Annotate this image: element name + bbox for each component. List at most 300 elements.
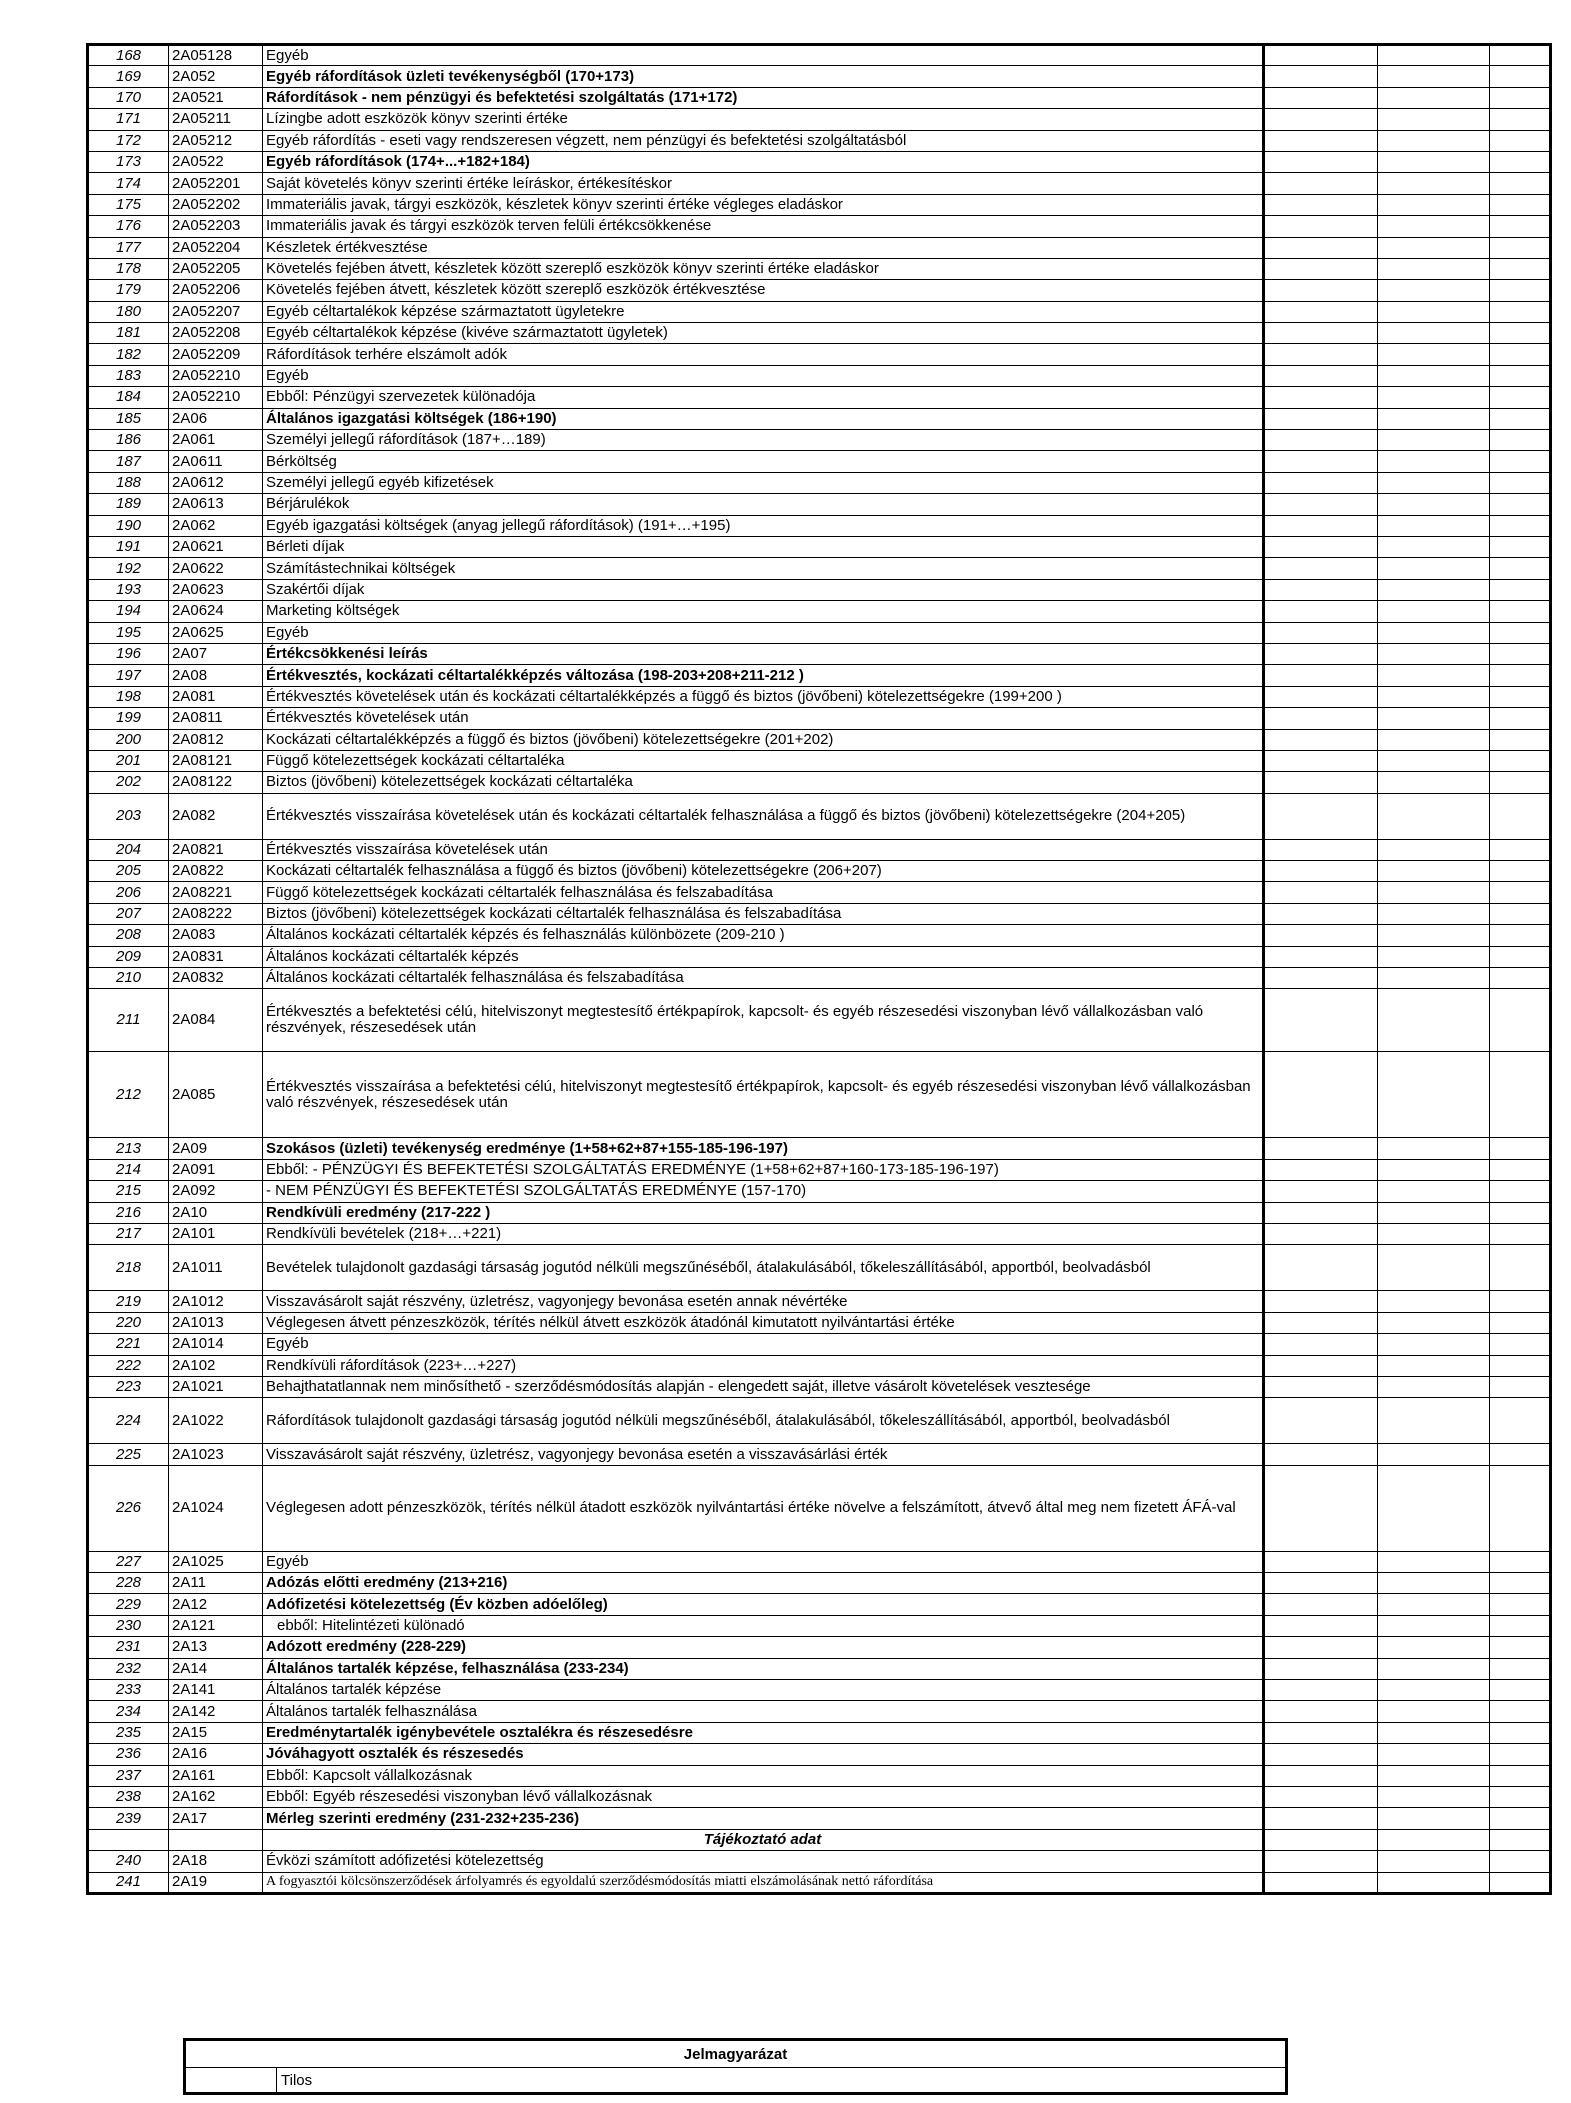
row-description: Egyéb bbox=[263, 1551, 1264, 1572]
value-cell bbox=[1490, 1334, 1551, 1355]
row-number: 172 bbox=[88, 130, 169, 151]
value-cell bbox=[1490, 1355, 1551, 1376]
table-row bbox=[88, 968, 1551, 989]
row-number: 209 bbox=[88, 946, 169, 967]
legend-title: Jelmagyarázat bbox=[185, 2040, 1287, 2068]
row-code: 2A07 bbox=[169, 643, 263, 664]
row-code: 2A18 bbox=[169, 1851, 263, 1872]
value-cell bbox=[1490, 1872, 1551, 1893]
value-cell bbox=[1490, 1744, 1551, 1765]
value-cell bbox=[1378, 280, 1490, 301]
table-row bbox=[88, 323, 1551, 344]
row-description: Ráfordítások tulajdonolt gazdasági társaság jogutód nélküli megszűnéséből, átalakulásából, tőkeleszállításából, apportból, beolvadásból bbox=[263, 1398, 1264, 1444]
value-cell bbox=[1378, 1808, 1490, 1829]
value-cell bbox=[1264, 194, 1378, 215]
row-number: 211 bbox=[88, 989, 169, 1052]
value-cell bbox=[1378, 903, 1490, 924]
value-cell bbox=[1490, 946, 1551, 967]
row-code: 2A052205 bbox=[169, 258, 263, 279]
row-number: 182 bbox=[88, 344, 169, 365]
row-number: 220 bbox=[88, 1312, 169, 1333]
value-cell bbox=[1264, 1872, 1378, 1893]
table-row bbox=[88, 1594, 1551, 1615]
row-code: 2A1021 bbox=[169, 1376, 263, 1397]
row-code: 2A0822 bbox=[169, 861, 263, 882]
row-number: 198 bbox=[88, 686, 169, 707]
row-description: Biztos (jövőbeni) kötelezettségek kockázati céltartaléka bbox=[263, 772, 1264, 793]
value-cell bbox=[1378, 301, 1490, 322]
row-description: Értékvesztés visszaírása követelések után és kockázati céltartalék felhasználása a függő és biztos (jövőbeni) kötelezettségekre (204+205) bbox=[263, 793, 1264, 839]
row-code: 2A11 bbox=[169, 1573, 263, 1594]
value-cell bbox=[1378, 946, 1490, 967]
row-description: Ráfordítások - nem pénzügyi és befektetési szolgáltatás (171+172) bbox=[263, 87, 1264, 108]
value-cell bbox=[1490, 1787, 1551, 1808]
value-cell bbox=[1490, 1398, 1551, 1444]
row-description: Rendkívüli ráfordítások (223+…+227) bbox=[263, 1355, 1264, 1376]
value-cell bbox=[1378, 750, 1490, 771]
value-cell bbox=[1264, 237, 1378, 258]
table-row bbox=[88, 472, 1551, 493]
report-table bbox=[86, 43, 1552, 1895]
section-header-row bbox=[88, 1829, 1551, 1850]
value-cell bbox=[1490, 408, 1551, 429]
value-cell bbox=[1490, 130, 1551, 151]
row-number: 184 bbox=[88, 387, 169, 408]
value-cell bbox=[1490, 925, 1551, 946]
row-description: Lízingbe adott eszközök könyv szerinti értéke bbox=[263, 109, 1264, 130]
value-cell bbox=[1378, 1202, 1490, 1223]
value-cell bbox=[1490, 216, 1551, 237]
row-number: 173 bbox=[88, 151, 169, 172]
table-row bbox=[88, 216, 1551, 237]
value-cell bbox=[1490, 1052, 1551, 1138]
value-cell bbox=[1490, 173, 1551, 194]
row-number: 188 bbox=[88, 472, 169, 493]
value-cell bbox=[1264, 1829, 1378, 1850]
value-cell bbox=[1264, 601, 1378, 622]
value-cell bbox=[1490, 1202, 1551, 1223]
value-cell bbox=[1378, 1851, 1490, 1872]
value-cell bbox=[1378, 194, 1490, 215]
table-row bbox=[88, 408, 1551, 429]
row-code: 2A062 bbox=[169, 515, 263, 536]
value-cell bbox=[1490, 622, 1551, 643]
row-number: 189 bbox=[88, 494, 169, 515]
row-description: Általános tartalék felhasználása bbox=[263, 1701, 1264, 1722]
value-cell bbox=[1378, 1551, 1490, 1572]
value-cell bbox=[1378, 1765, 1490, 1786]
value-cell bbox=[1264, 216, 1378, 237]
table-row bbox=[88, 1376, 1551, 1397]
value-cell bbox=[1264, 1223, 1378, 1244]
row-code: 2A1023 bbox=[169, 1444, 263, 1465]
row-code: 2A052202 bbox=[169, 194, 263, 215]
row-number: 180 bbox=[88, 301, 169, 322]
row-code: 2A1013 bbox=[169, 1312, 263, 1333]
table-row bbox=[88, 87, 1551, 108]
value-cell bbox=[1378, 665, 1490, 686]
row-number: 233 bbox=[88, 1680, 169, 1701]
value-cell bbox=[1490, 515, 1551, 536]
value-cell bbox=[1490, 280, 1551, 301]
row-description: Ebből: Kapcsolt vállalkozásnak bbox=[263, 1765, 1264, 1786]
value-cell bbox=[1264, 1787, 1378, 1808]
value-cell bbox=[1264, 430, 1378, 451]
table-row bbox=[88, 430, 1551, 451]
value-cell bbox=[1378, 1398, 1490, 1444]
row-description: Egyéb ráfordítások üzleti tevékenységből (170+173) bbox=[263, 66, 1264, 87]
value-cell bbox=[1378, 408, 1490, 429]
row-description: Általános tartalék képzése bbox=[263, 1680, 1264, 1701]
row-code: 2A052207 bbox=[169, 301, 263, 322]
value-cell bbox=[1490, 1658, 1551, 1679]
row-code: 2A08 bbox=[169, 665, 263, 686]
row-number: 212 bbox=[88, 1052, 169, 1138]
value-cell bbox=[1490, 1573, 1551, 1594]
row-number: 187 bbox=[88, 451, 169, 472]
value-cell bbox=[1378, 729, 1490, 750]
row-code: 2A0832 bbox=[169, 968, 263, 989]
value-cell bbox=[1490, 1851, 1551, 1872]
value-cell bbox=[1378, 536, 1490, 557]
row-code: 2A052208 bbox=[169, 323, 263, 344]
value-cell bbox=[1490, 1312, 1551, 1333]
row-code: 2A081 bbox=[169, 686, 263, 707]
value-cell bbox=[1264, 408, 1378, 429]
row-description: Egyéb céltartalékok képzése származtatott ügyletekre bbox=[263, 301, 1264, 322]
row-description: Ebből: Egyéb részesedési viszonyban lévő vállalkozásnak bbox=[263, 1787, 1264, 1808]
value-cell bbox=[1264, 882, 1378, 903]
table-row bbox=[88, 194, 1551, 215]
row-number: 199 bbox=[88, 708, 169, 729]
row-code: 2A052209 bbox=[169, 344, 263, 365]
value-cell bbox=[1264, 451, 1378, 472]
row-number: 230 bbox=[88, 1615, 169, 1636]
table-row bbox=[88, 558, 1551, 579]
value-cell bbox=[1490, 1615, 1551, 1636]
row-number: 205 bbox=[88, 861, 169, 882]
table-row bbox=[88, 365, 1551, 386]
row-code: 2A0521 bbox=[169, 87, 263, 108]
row-code: 2A08121 bbox=[169, 750, 263, 771]
row-number: 214 bbox=[88, 1159, 169, 1180]
table-row bbox=[88, 237, 1551, 258]
row-number: 192 bbox=[88, 558, 169, 579]
value-cell bbox=[1490, 109, 1551, 130]
row-code: 2A0612 bbox=[169, 472, 263, 493]
value-cell bbox=[1490, 66, 1551, 87]
table-row bbox=[88, 1159, 1551, 1180]
row-number: 196 bbox=[88, 643, 169, 664]
value-cell bbox=[1264, 708, 1378, 729]
row-number: 177 bbox=[88, 237, 169, 258]
table-row bbox=[88, 1334, 1551, 1355]
table-row bbox=[88, 515, 1551, 536]
value-cell bbox=[1378, 151, 1490, 172]
row-description: Ebből: Pénzügyi szervezetek különadója bbox=[263, 387, 1264, 408]
table-row bbox=[88, 925, 1551, 946]
row-description: - NEM PÉNZÜGYI ÉS BEFEKTETÉSI SZOLGÁLTATÁS EREDMÉNYE (157-170) bbox=[263, 1181, 1264, 1202]
row-number: 168 bbox=[88, 45, 169, 66]
table-row bbox=[88, 1312, 1551, 1333]
value-cell bbox=[1490, 1594, 1551, 1615]
row-description: Immateriális javak, tárgyi eszközök, készletek könyv szerinti értéke végleges eladáskor bbox=[263, 194, 1264, 215]
value-cell bbox=[1490, 1223, 1551, 1244]
value-cell bbox=[1264, 1181, 1378, 1202]
value-cell bbox=[1264, 968, 1378, 989]
row-number: 179 bbox=[88, 280, 169, 301]
table-row bbox=[88, 601, 1551, 622]
table-row bbox=[88, 536, 1551, 557]
value-cell bbox=[1264, 45, 1378, 66]
row-number: 240 bbox=[88, 1851, 169, 1872]
table-row bbox=[88, 1765, 1551, 1786]
table-row bbox=[88, 109, 1551, 130]
row-code: 2A052 bbox=[169, 66, 263, 87]
row-code: 2A084 bbox=[169, 989, 263, 1052]
row-code: 2A052210 bbox=[169, 387, 263, 408]
row-description: Általános kockázati céltartalék képzés és felhasználás különbözete (209-210 ) bbox=[263, 925, 1264, 946]
value-cell bbox=[1378, 1829, 1490, 1850]
row-description: Általános kockázati céltartalék felhasználása és felszabadítása bbox=[263, 968, 1264, 989]
legend-swatch bbox=[185, 2068, 277, 2094]
value-cell bbox=[1264, 1851, 1378, 1872]
value-cell bbox=[1264, 989, 1378, 1052]
table-row bbox=[88, 1245, 1551, 1291]
value-cell bbox=[1378, 772, 1490, 793]
row-code: 2A085 bbox=[169, 1052, 263, 1138]
value-cell bbox=[1378, 1465, 1490, 1551]
row-code: 2A08122 bbox=[169, 772, 263, 793]
row-code: 2A1012 bbox=[169, 1291, 263, 1312]
row-number: 241 bbox=[88, 1872, 169, 1893]
row-number: 234 bbox=[88, 1701, 169, 1722]
row-code: 2A1025 bbox=[169, 1551, 263, 1572]
row-number: 235 bbox=[88, 1722, 169, 1743]
table-row bbox=[88, 1573, 1551, 1594]
row-code: 2A061 bbox=[169, 430, 263, 451]
value-cell bbox=[1378, 925, 1490, 946]
value-cell bbox=[1264, 643, 1378, 664]
row-number: 203 bbox=[88, 793, 169, 839]
table-row bbox=[88, 686, 1551, 707]
row-code bbox=[169, 1829, 263, 1850]
value-cell bbox=[1378, 1658, 1490, 1679]
row-code: 2A12 bbox=[169, 1594, 263, 1615]
table-row bbox=[88, 1637, 1551, 1658]
row-code: 2A092 bbox=[169, 1181, 263, 1202]
row-number: 169 bbox=[88, 66, 169, 87]
value-cell bbox=[1264, 861, 1378, 882]
value-cell bbox=[1264, 536, 1378, 557]
row-code: 2A1011 bbox=[169, 1245, 263, 1291]
row-code: 2A17 bbox=[169, 1808, 263, 1829]
value-cell bbox=[1264, 1159, 1378, 1180]
row-code: 2A0522 bbox=[169, 151, 263, 172]
row-code: 2A0621 bbox=[169, 536, 263, 557]
value-cell bbox=[1264, 1398, 1378, 1444]
value-cell bbox=[1490, 1181, 1551, 1202]
row-number: 238 bbox=[88, 1787, 169, 1808]
value-cell bbox=[1264, 1722, 1378, 1743]
value-cell bbox=[1264, 1334, 1378, 1355]
row-number: 228 bbox=[88, 1573, 169, 1594]
row-number: 190 bbox=[88, 515, 169, 536]
row-description: Készletek értékvesztése bbox=[263, 237, 1264, 258]
value-cell bbox=[1378, 1615, 1490, 1636]
row-description: Követelés fejében átvett, készletek között szereplő eszközök értékvesztése bbox=[263, 280, 1264, 301]
value-cell bbox=[1264, 472, 1378, 493]
value-cell bbox=[1264, 558, 1378, 579]
row-number: 200 bbox=[88, 729, 169, 750]
row-description: Függő kötelezettségek kockázati céltartaléka bbox=[263, 750, 1264, 771]
value-cell bbox=[1490, 1680, 1551, 1701]
row-description: Egyéb ráfordítás - eseti vagy rendszeresen végzett, nem pénzügyi és befektetési szolgáltatásból bbox=[263, 130, 1264, 151]
value-cell bbox=[1490, 1159, 1551, 1180]
row-number: 229 bbox=[88, 1594, 169, 1615]
row-description: Személyi jellegű ráfordítások (187+…189) bbox=[263, 430, 1264, 451]
value-cell bbox=[1264, 750, 1378, 771]
row-number: 197 bbox=[88, 665, 169, 686]
value-cell bbox=[1264, 1465, 1378, 1551]
row-number: 183 bbox=[88, 365, 169, 386]
value-cell bbox=[1490, 558, 1551, 579]
row-number: 204 bbox=[88, 839, 169, 860]
value-cell bbox=[1490, 1637, 1551, 1658]
row-code: 2A052210 bbox=[169, 365, 263, 386]
row-description: Szakértői díjak bbox=[263, 579, 1264, 600]
value-cell bbox=[1378, 1872, 1490, 1893]
value-cell bbox=[1378, 494, 1490, 515]
value-cell bbox=[1490, 1245, 1551, 1291]
value-cell bbox=[1378, 45, 1490, 66]
value-cell bbox=[1378, 839, 1490, 860]
value-cell bbox=[1490, 989, 1551, 1052]
row-code: 2A052203 bbox=[169, 216, 263, 237]
value-cell bbox=[1378, 1637, 1490, 1658]
row-description: Egyéb bbox=[263, 45, 1264, 66]
row-code: 2A06 bbox=[169, 408, 263, 429]
table-row bbox=[88, 1872, 1551, 1893]
value-cell bbox=[1490, 1444, 1551, 1465]
row-description: Véglegesen adott pénzeszközök, térítés nélkül átadott eszközök nyilvántartási értéke növelve a felszámított, átvevő által meg nem fizetett ÁFÁ-val bbox=[263, 1465, 1264, 1551]
table-row bbox=[88, 1701, 1551, 1722]
row-description: Függő kötelezettségek kockázati céltartalék felhasználása és felszabadítása bbox=[263, 882, 1264, 903]
row-number: 170 bbox=[88, 87, 169, 108]
table-row bbox=[88, 793, 1551, 839]
row-description: Egyéb bbox=[263, 622, 1264, 643]
value-cell bbox=[1378, 430, 1490, 451]
row-description: Személyi jellegű egyéb kifizetések bbox=[263, 472, 1264, 493]
row-number: 237 bbox=[88, 1765, 169, 1786]
row-code: 2A142 bbox=[169, 1701, 263, 1722]
value-cell bbox=[1378, 793, 1490, 839]
value-cell bbox=[1490, 1376, 1551, 1397]
row-description: Behajthatatlannak nem minősíthető - szerződésmódosítás alapján - elengedett saját, illetve vásárolt követelések vesztesége bbox=[263, 1376, 1264, 1397]
value-cell bbox=[1264, 1312, 1378, 1333]
row-description: Ráfordítások terhére elszámolt adók bbox=[263, 344, 1264, 365]
value-cell bbox=[1264, 1444, 1378, 1465]
row-number: 223 bbox=[88, 1376, 169, 1397]
row-description: Adófizetési kötelezettség (Év közben adóelőleg) bbox=[263, 1594, 1264, 1615]
row-number: 231 bbox=[88, 1637, 169, 1658]
row-number: 191 bbox=[88, 536, 169, 557]
value-cell bbox=[1490, 1138, 1551, 1159]
row-description: Bérleti díjak bbox=[263, 536, 1264, 557]
row-code: 2A14 bbox=[169, 1658, 263, 1679]
row-number: 222 bbox=[88, 1355, 169, 1376]
row-description: Egyéb bbox=[263, 1334, 1264, 1355]
value-cell bbox=[1264, 1291, 1378, 1312]
row-number: 201 bbox=[88, 750, 169, 771]
value-cell bbox=[1490, 472, 1551, 493]
value-cell bbox=[1490, 1291, 1551, 1312]
table-row bbox=[88, 45, 1551, 66]
value-cell bbox=[1378, 1052, 1490, 1138]
value-cell bbox=[1378, 387, 1490, 408]
value-cell bbox=[1490, 861, 1551, 882]
row-number: 186 bbox=[88, 430, 169, 451]
value-cell bbox=[1264, 1376, 1378, 1397]
value-cell bbox=[1264, 494, 1378, 515]
row-description: Visszavásárolt saját részvény, üzletrész, vagyonjegy bevonása esetén annak névértéke bbox=[263, 1291, 1264, 1312]
row-code: 2A05211 bbox=[169, 109, 263, 130]
value-cell bbox=[1490, 1465, 1551, 1551]
row-code: 2A0812 bbox=[169, 729, 263, 750]
table-row bbox=[88, 494, 1551, 515]
legend-item-label: Tilos bbox=[277, 2068, 1287, 2094]
row-code: 2A0625 bbox=[169, 622, 263, 643]
row-description: Bevételek tulajdonolt gazdasági társaság jogutód nélküli megszűnéséből, átalakulásából, tőkeleszállításából, apportból, beolvadásból bbox=[263, 1245, 1264, 1291]
row-code: 2A08221 bbox=[169, 882, 263, 903]
value-cell bbox=[1378, 882, 1490, 903]
row-description: Bérjárulékok bbox=[263, 494, 1264, 515]
value-cell bbox=[1264, 1615, 1378, 1636]
value-cell bbox=[1264, 515, 1378, 536]
value-cell bbox=[1264, 772, 1378, 793]
row-code: 2A052206 bbox=[169, 280, 263, 301]
value-cell bbox=[1490, 729, 1551, 750]
row-description: Általános tartalék képzése, felhasználása (233-234) bbox=[263, 1658, 1264, 1679]
row-code: 2A15 bbox=[169, 1722, 263, 1743]
value-cell bbox=[1490, 451, 1551, 472]
table-row bbox=[88, 729, 1551, 750]
value-cell bbox=[1378, 344, 1490, 365]
value-cell bbox=[1490, 301, 1551, 322]
row-code: 2A0623 bbox=[169, 579, 263, 600]
value-cell bbox=[1264, 1355, 1378, 1376]
row-code: 2A052201 bbox=[169, 173, 263, 194]
row-description: Tájékoztató adat bbox=[263, 1829, 1264, 1850]
row-description: Egyéb céltartalékok képzése (kivéve származtatott ügyletek) bbox=[263, 323, 1264, 344]
value-cell bbox=[1378, 558, 1490, 579]
value-cell bbox=[1490, 1829, 1551, 1850]
value-cell bbox=[1264, 280, 1378, 301]
value-cell bbox=[1490, 237, 1551, 258]
row-description: Értékvesztés követelések után bbox=[263, 708, 1264, 729]
value-cell bbox=[1378, 686, 1490, 707]
report-table-body bbox=[88, 45, 1551, 1894]
value-cell bbox=[1264, 109, 1378, 130]
value-cell bbox=[1264, 1594, 1378, 1615]
value-cell bbox=[1264, 729, 1378, 750]
row-description: Marketing költségek bbox=[263, 601, 1264, 622]
row-code: 2A16 bbox=[169, 1744, 263, 1765]
row-description: A fogyasztói kölcsönszerződések árfolyamrés és egyoldalú szerződésmódosítás miatti elszámolásának nettó ráfordítása bbox=[263, 1872, 1264, 1893]
value-cell bbox=[1490, 344, 1551, 365]
table-row bbox=[88, 882, 1551, 903]
value-cell bbox=[1264, 793, 1378, 839]
